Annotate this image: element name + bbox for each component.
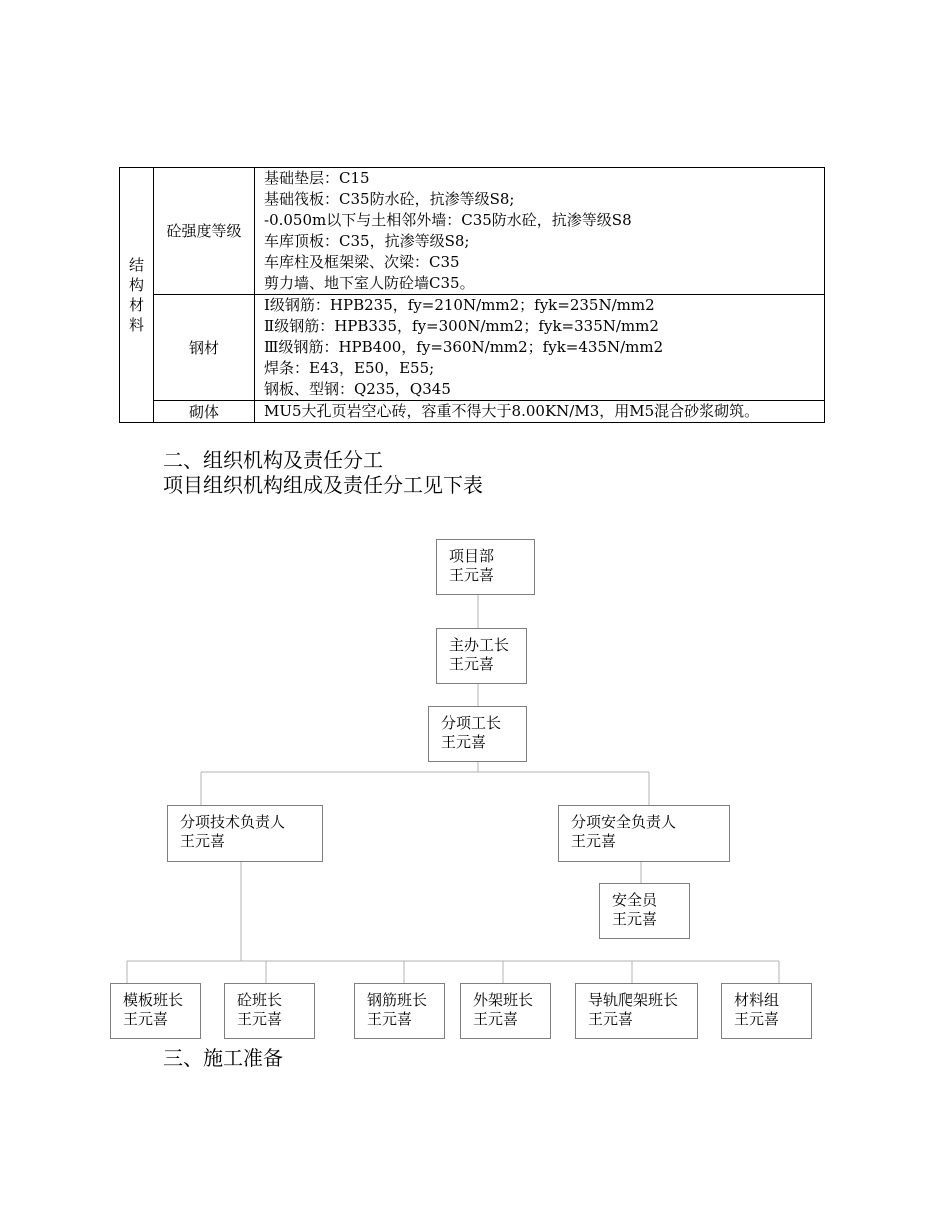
org-box-safety-lead xyxy=(558,805,730,862)
value-line: 基础垫层：C15 xyxy=(264,169,370,187)
row-name-concrete: 砼强度等级 xyxy=(154,168,255,295)
org-box-sub-foreman xyxy=(428,706,527,762)
row-name-masonry: 砌体 xyxy=(154,401,255,423)
org-box-tech-lead xyxy=(167,805,323,862)
org-person: 王元喜 xyxy=(367,1010,413,1028)
value-line: 车库柱及框架梁、次梁：C35 xyxy=(264,253,460,271)
org-role: 分项安全负责人 xyxy=(571,813,677,831)
value-line: 车库顶板：C35，抗渗等级S8; xyxy=(264,232,470,250)
org-box-team-rebar xyxy=(354,983,445,1039)
org-role: 砼班长 xyxy=(237,991,283,1009)
org-person: 王元喜 xyxy=(473,1010,519,1028)
org-role: 分项工长 xyxy=(441,714,502,732)
value-line: 基础筏板：C35防水砼，抗渗等级S8; xyxy=(264,190,515,208)
org-person: 王元喜 xyxy=(449,566,495,584)
org-person: 王元喜 xyxy=(123,1010,169,1028)
org-box-chief-foreman xyxy=(436,628,527,684)
org-role: 材料组 xyxy=(734,991,780,1009)
org-role: 主办工长 xyxy=(449,636,510,654)
value-line: Ⅲ级钢筋：HPB400，fy=360N/mm2；fyk=435N/mm2 xyxy=(264,338,664,356)
value-line: -0.050m以下与土相邻外墙：C35防水砼，抗渗等级S8 xyxy=(264,211,632,229)
org-role: 安全员 xyxy=(612,891,658,909)
value-line: Ⅰ级钢筋：HPB235，fy=210N/mm2；fyk=235N/mm2 xyxy=(264,296,655,314)
org-person: 王元喜 xyxy=(734,1010,780,1028)
org-person: 王元喜 xyxy=(449,655,495,673)
org-person: 王元喜 xyxy=(441,733,487,751)
value-line: 钢板、型钢：Q235，Q345 xyxy=(264,380,451,398)
value-line: 剪力墙、地下室人防砼墙C35。 xyxy=(264,274,475,292)
org-person: 王元喜 xyxy=(180,832,226,850)
org-box-team-materials xyxy=(721,983,812,1039)
value-line: 焊条：E43，E50，E55; xyxy=(264,359,435,377)
org-box-team-formwork xyxy=(110,983,201,1039)
org-role: 导轨爬架班长 xyxy=(588,991,679,1009)
org-role: 分项技术负责人 xyxy=(180,813,286,831)
value-line: MU5大孔页岩空心砖，容重不得大于8.00KN/M3，用M5混合砂浆砌筑。 xyxy=(264,402,760,420)
section3-title: 三、施工准备 xyxy=(163,1046,283,1070)
section2-subtitle: 项目组织机构组成及责任分工见下表 xyxy=(163,473,483,497)
org-person: 王元喜 xyxy=(612,910,658,928)
org-role: 项目部 xyxy=(449,547,495,565)
org-box-team-concrete xyxy=(224,983,315,1039)
section2-title: 二、组织机构及责任分工 xyxy=(163,448,383,472)
org-person: 王元喜 xyxy=(571,832,617,850)
org-box-team-scaffold xyxy=(460,983,551,1039)
row-name-steel: 钢材 xyxy=(154,295,255,401)
org-person: 王元喜 xyxy=(237,1010,283,1028)
org-box-project-dept xyxy=(436,539,535,595)
org-role: 钢筋班长 xyxy=(367,991,428,1009)
org-person: 王元喜 xyxy=(588,1010,634,1028)
category-label: 结构材料 xyxy=(128,256,144,334)
org-box-safety-officer xyxy=(599,883,690,939)
org-box-team-climbing-frame xyxy=(575,983,698,1039)
org-role: 外架班长 xyxy=(473,991,534,1009)
org-role: 模板班长 xyxy=(123,991,184,1009)
value-line: Ⅱ级钢筋：HPB335，fy=300N/mm2；fyk=335N/mm2 xyxy=(264,317,659,335)
